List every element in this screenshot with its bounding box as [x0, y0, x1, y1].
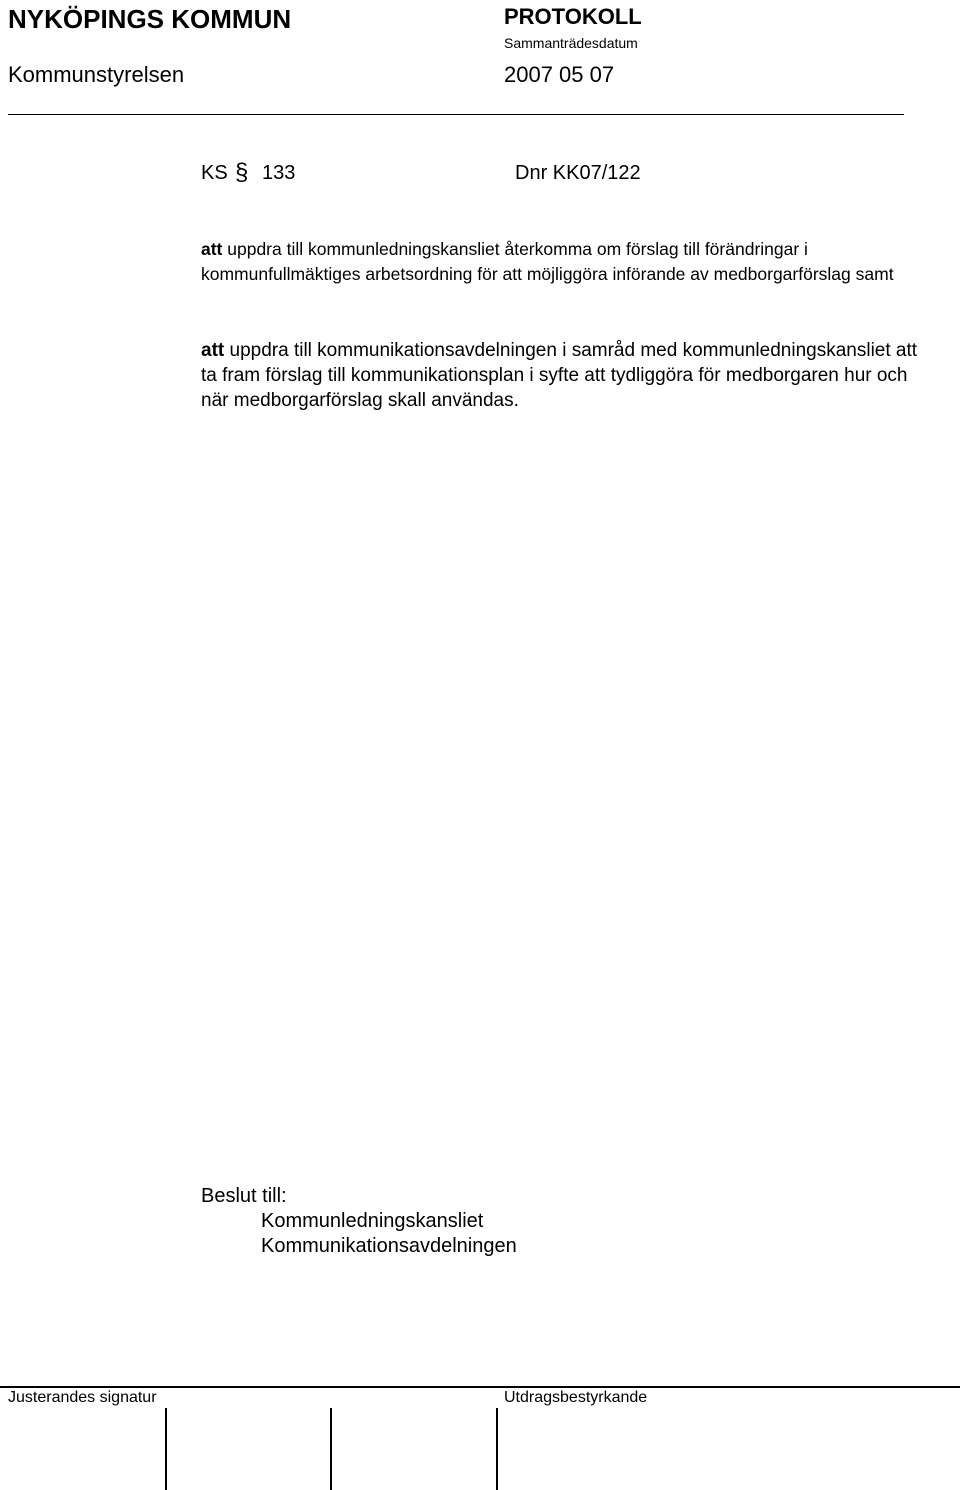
document-type: PROTOKOLL [504, 4, 642, 29]
signature-box-divider [496, 1408, 498, 1490]
signature-label: Justerandes signatur [8, 1389, 157, 1406]
decision-text: uppdra till kommunikationsavdelningen i samråd med kommunledningskansliet att ta fram förslag till kommunikationsplan i syfte att tydliggöra för medborgaren hur och när medborgarförslag skall användas. [201, 340, 918, 411]
header-divider [8, 114, 904, 115]
signature-box-divider [165, 1408, 167, 1490]
distribution-label: Beslut till: [201, 1185, 287, 1207]
meeting-date-label: Sammanträdesdatum [504, 35, 638, 51]
section-sign: § [235, 159, 249, 186]
distribution-recipient: Kommunledningskansliet [261, 1210, 484, 1232]
decision-item [201, 237, 921, 287]
distribution-recipient: Kommunikationsavdelningen [261, 1235, 517, 1257]
signature-box-divider [330, 1408, 332, 1490]
footer-divider [0, 1386, 960, 1388]
diary-number: Dnr KK07/122 [515, 162, 641, 184]
decision-keyword: att [201, 239, 223, 259]
decision-keyword: att [201, 340, 225, 361]
paragraph-prefix: KS [201, 162, 228, 184]
extract-certification-label: Utdragsbestyrkande [504, 1389, 648, 1406]
meeting-date: 2007 05 07 [504, 62, 615, 87]
committee-name: Kommunstyrelsen [8, 62, 185, 87]
decision-item [201, 338, 921, 413]
decision-text: uppdra till kommunledningskansliet återkomma om förslag till förändringar i kommunfullmäktiges arbetsordning för att möjliggöra införande av medborgarförslag samt [201, 239, 894, 284]
paragraph-number: 133 [262, 162, 296, 184]
organization-name: NYKÖPINGS KOMMUN [8, 4, 292, 34]
